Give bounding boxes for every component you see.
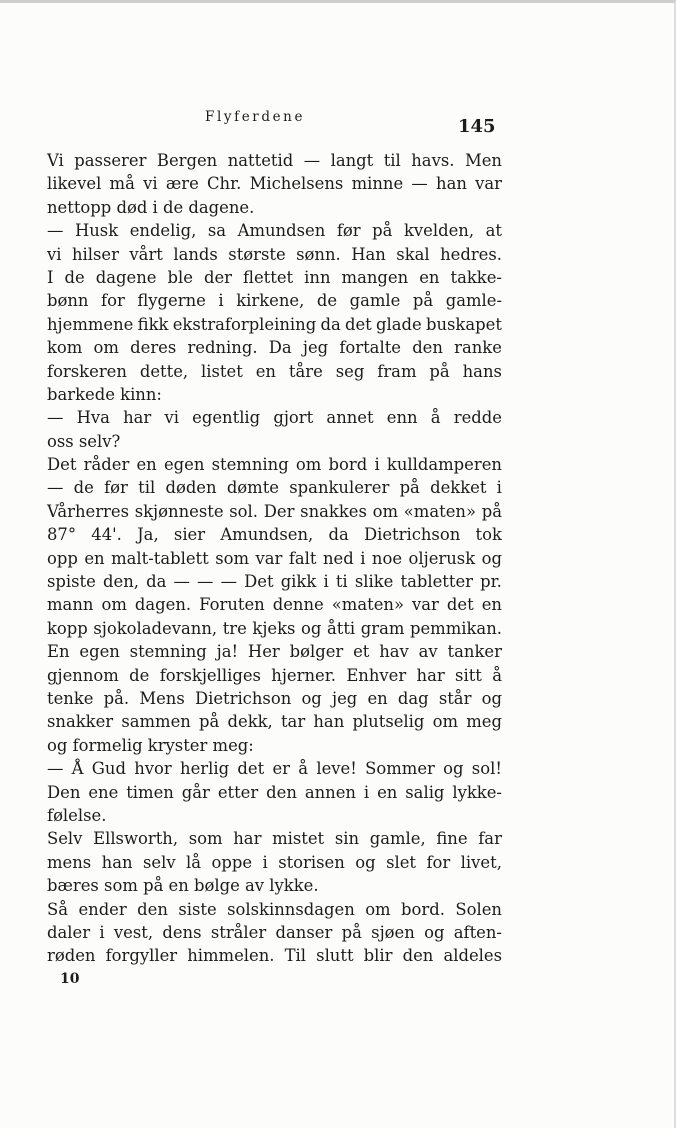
text-line: røden forgyller himmelen. Til slutt blir den aldeles	[47, 946, 502, 966]
text-line: I de dagene ble der flettet inn mangen en takke-	[47, 267, 502, 287]
text-line: mens han selv lå oppe i storisen og slet for livet,	[47, 852, 502, 872]
text-line: tenke på. Mens Dietrichson og jeg en dag står og	[47, 688, 502, 708]
text-line: bæres som på en bølge av lykke.	[47, 876, 319, 896]
text-line: mann om dagen. Foruten denne «maten» var det en	[47, 595, 502, 615]
page-number: 145	[458, 116, 496, 137]
text-line: — Hva har vi egentlig gjort annet enn å redde	[47, 408, 502, 428]
text-line: Vi passerer Bergen nattetid — langt til havs. Men	[47, 151, 502, 170]
signature-mark: 10	[60, 971, 80, 987]
text-line: 87° 44'. Ja, sier Amundsen, da Dietrichson tok	[47, 525, 502, 545]
text-line: forskeren dette, listet en tåre seg fram på hans	[47, 361, 502, 381]
text-line: og formelig kryster meg:	[47, 735, 254, 755]
text-line: kom om deres redning. Da jeg fortalte den ranke	[47, 338, 502, 358]
text-line: oss selv?	[47, 431, 121, 451]
text-line: likevel må vi ære Chr. Michelsens minne — han var	[47, 174, 502, 194]
text-line: gjennom de forskjelliges hjerner. Enhver har sitt å	[47, 665, 502, 685]
text-line: Vårherres skjønneste sol. Der snakkes om «maten» på	[47, 501, 502, 521]
text-line: bønn for flygerne i kirkene, de gamle på gamle-	[47, 291, 502, 311]
text-line: følelse.	[47, 805, 107, 825]
text-line: daler i vest, dens stråler danser på sjøen og aften-	[47, 922, 502, 942]
body-text	[47, 149, 502, 968]
running-head: Flyferdene	[205, 109, 306, 125]
text-line: Så ender den siste solskinnsdagen om bord. Solen	[47, 899, 502, 919]
text-line: En egen stemning ja! Her bølger et hav av tanker	[47, 642, 502, 662]
text-line: opp en malt-tablett som var falt ned i noe oljerusk og	[47, 548, 502, 568]
text-line: hjemmene fikk ekstraforpleining da det glade buskapet	[47, 314, 502, 334]
text-line: — Å Gud hvor herlig det er å leve! Sommer og sol!	[47, 759, 502, 779]
text-line: Selv Ellsworth, som har mistet sin gamle, fine far	[47, 829, 502, 849]
text-line: Det råder en egen stemning om bord i kulldamperen	[47, 455, 502, 475]
text-line: nettopp død i de dagene.	[47, 197, 255, 217]
text-line: snakker sammen på dekk, tar han plutselig om meg	[47, 712, 502, 732]
text-line: vi hilser vårt lands største sønn. Han skal hedres.	[47, 244, 502, 264]
text-line: — Husk endelig, sa Amundsen før på kvelden, at	[47, 221, 502, 241]
text-line: kopp sjokoladevann, tre kjeks og åtti gram pemmikan.	[47, 618, 502, 638]
text-line: spiste den, da — — — Det gikk i ti slike tabletter pr.	[47, 572, 502, 592]
text-line: barkede kinn:	[47, 384, 162, 404]
text-line: — de før til døden dømte spankulerer på dekket i	[47, 478, 502, 498]
text-line: Den ene timen går etter den annen i en salig lykke-	[47, 782, 502, 802]
